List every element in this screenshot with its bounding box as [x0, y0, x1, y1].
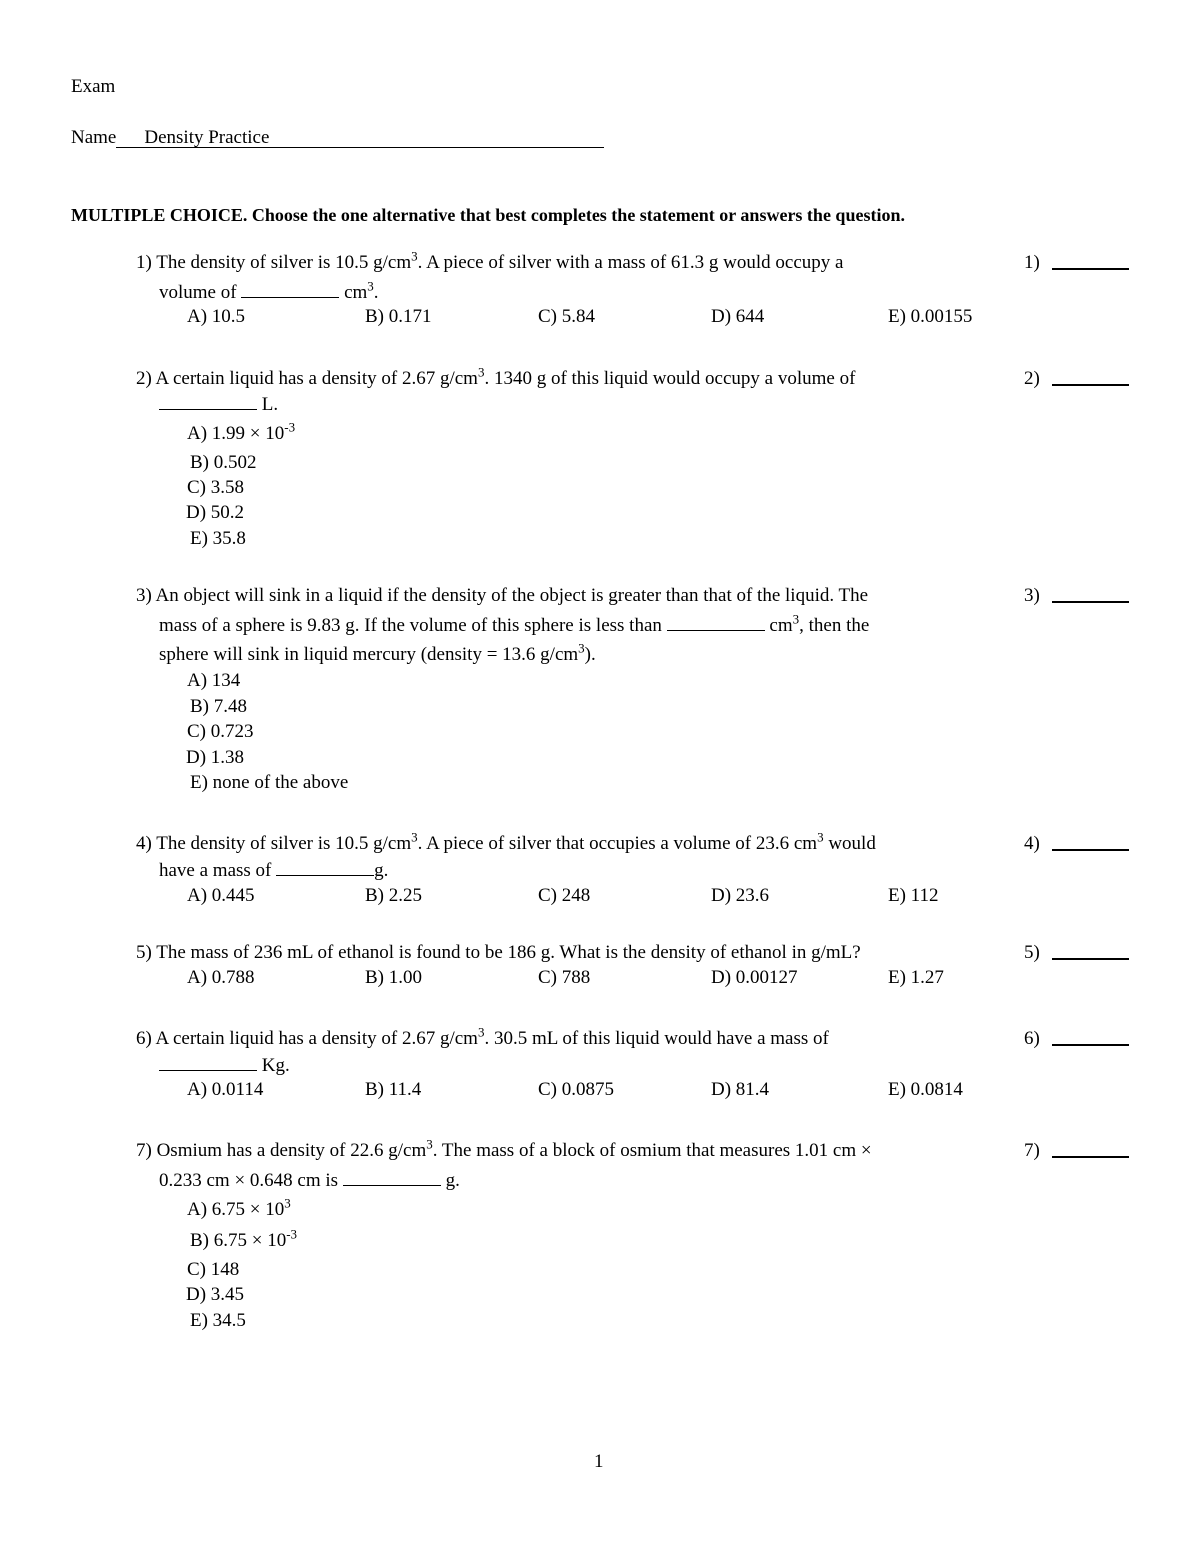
option-a: A) 0.445 — [187, 885, 255, 906]
section-heading: MULTIPLE CHOICE. Choose the one alternative that best completes the statement or answers the question. — [71, 205, 905, 225]
option-c: C) 148 — [187, 1259, 240, 1280]
answer-line[interactable] — [1052, 849, 1129, 851]
option-a: A) 0.0114 — [187, 1079, 264, 1100]
option-c: C) 0.723 — [187, 721, 254, 742]
answer-line[interactable] — [1052, 1044, 1129, 1046]
fill-in-blank — [159, 394, 257, 410]
question-1-line-2: volume of $cm^3$. — [159, 278, 379, 303]
option-a: A) $1.99 \times 10^{-3}$ — [187, 419, 296, 444]
fill-in-blank — [667, 615, 765, 631]
answer-number: 6) — [1024, 1028, 1040, 1049]
option-c: C) 5.84 — [538, 306, 595, 327]
option-b: B) 7.48 — [190, 696, 247, 717]
option-c: C) 248 — [538, 885, 591, 906]
question-1-line-1: 1) The density of silver is 10.5 $g/cm^3$. A piece of silver with a mass of 61.3 g would occupy a — [136, 248, 844, 273]
option-c: C) 788 — [538, 967, 591, 988]
question-7-line-1: 7) Osmium has a density of 22.6 $g/cm^3$. The mass of a block of osmium that measures 1.01 cm × — [136, 1136, 872, 1161]
option-e: E) 0.0814 — [888, 1079, 963, 1100]
exam-label: Exam — [71, 76, 116, 97]
option-c: C) 0.0875 — [538, 1079, 614, 1100]
answer-line[interactable] — [1052, 958, 1129, 960]
option-e: E) 0.00155 — [888, 306, 973, 327]
question-4-number: 4) — [136, 833, 152, 854]
option-b: B) 2.25 — [365, 885, 422, 906]
question-2-line-1: 2) A certain liquid has a density of 2.67 $g/cm^3$. 1340 g of this liquid would occupy a volume of — [136, 364, 856, 389]
answer-number: 3) — [1024, 585, 1040, 606]
question-6-line-1: 6) A certain liquid has a density of 2.67 $g/cm^3$. 30.5 mL of this liquid would have a mass of — [136, 1024, 829, 1049]
question-5-number: 5) — [136, 942, 152, 963]
name-row — [71, 128, 604, 148]
option-a: A) 0.788 — [187, 967, 255, 988]
name-value: Density Practice — [144, 127, 270, 148]
question-1-number: 1) — [136, 252, 152, 273]
option-a: A) 10.5 — [187, 306, 246, 327]
page-number: 1 — [594, 1451, 604, 1472]
answer-number: 5) — [1024, 942, 1040, 963]
option-e: E) 34.5 — [190, 1310, 246, 1331]
option-d: D) 1.38 — [186, 747, 245, 768]
question-7-line-2: 0.233 cm × 0.648 cm is g. — [159, 1170, 460, 1191]
answer-line[interactable] — [1052, 268, 1129, 270]
option-e: E) 35.8 — [190, 528, 246, 549]
answer-number: 7) — [1024, 1140, 1040, 1161]
question-2-number: 2) — [136, 368, 152, 389]
fill-in-blank — [241, 282, 339, 298]
option-d: D) 81.4 — [711, 1079, 770, 1100]
fill-in-blank — [343, 1170, 441, 1186]
option-a: A) 134 — [187, 670, 241, 691]
fill-in-blank — [276, 860, 374, 876]
option-d: D) 0.00127 — [711, 967, 798, 988]
question-3-line-3: sphere will sink in liquid mercury (density = 13.6 $g/cm^3$). — [159, 640, 596, 665]
answer-number: 4) — [1024, 833, 1040, 854]
option-e: E) none of the above — [190, 772, 349, 793]
question-3-number: 3) — [136, 585, 152, 606]
question-3-line-1: 3) An object will sink in a liquid if the density of the object is greater than that of the liquid. The — [136, 585, 869, 606]
answer-number: 1) — [1024, 252, 1040, 273]
question-3-line-2: mass of a sphere is 9.83 g. If the volume of this sphere is less than $cm^3$, then the — [159, 611, 870, 636]
option-b: B) $6.75 \times 10^{-3}$ — [190, 1226, 298, 1251]
question-6-number: 6) — [136, 1028, 152, 1049]
question-5-line-1: 5) The mass of 236 mL of ethanol is found to be 186 g. What is the density of ethanol in g/mL? — [136, 942, 861, 963]
option-b: B) 11.4 — [365, 1079, 422, 1100]
question-4-line-1: 4) The density of silver is 10.5 $g/cm^3$. A piece of silver that occupies a volume of 23.6 $cm^3$ would — [136, 829, 876, 854]
option-d: D) 23.6 — [711, 885, 770, 906]
option-d: D) 50.2 — [186, 502, 245, 523]
question-4-line-2: have a mass of g. — [159, 860, 389, 881]
answer-line[interactable] — [1052, 601, 1129, 603]
question-7-number: 7) — [136, 1140, 152, 1161]
answer-number: 2) — [1024, 368, 1040, 389]
option-b: B) 1.00 — [365, 967, 422, 988]
name-field — [116, 128, 604, 148]
fill-in-blank — [159, 1055, 257, 1071]
answer-line[interactable] — [1052, 1156, 1129, 1158]
option-b: B) 0.502 — [190, 452, 257, 473]
option-a: A) $6.75 \times 10^3$ — [187, 1195, 291, 1220]
option-e: E) 1.27 — [888, 967, 944, 988]
question-6-line-2: Kg. — [159, 1055, 290, 1075]
option-d: D) 644 — [711, 306, 765, 327]
option-c: C) 3.58 — [187, 477, 244, 498]
option-b: B) 0.171 — [365, 306, 432, 327]
option-e: E) 112 — [888, 885, 939, 906]
option-d: D) 3.45 — [186, 1284, 245, 1305]
name-label: Name — [71, 127, 117, 148]
answer-line[interactable] — [1052, 384, 1129, 386]
question-2-line-2: L. — [159, 394, 278, 414]
